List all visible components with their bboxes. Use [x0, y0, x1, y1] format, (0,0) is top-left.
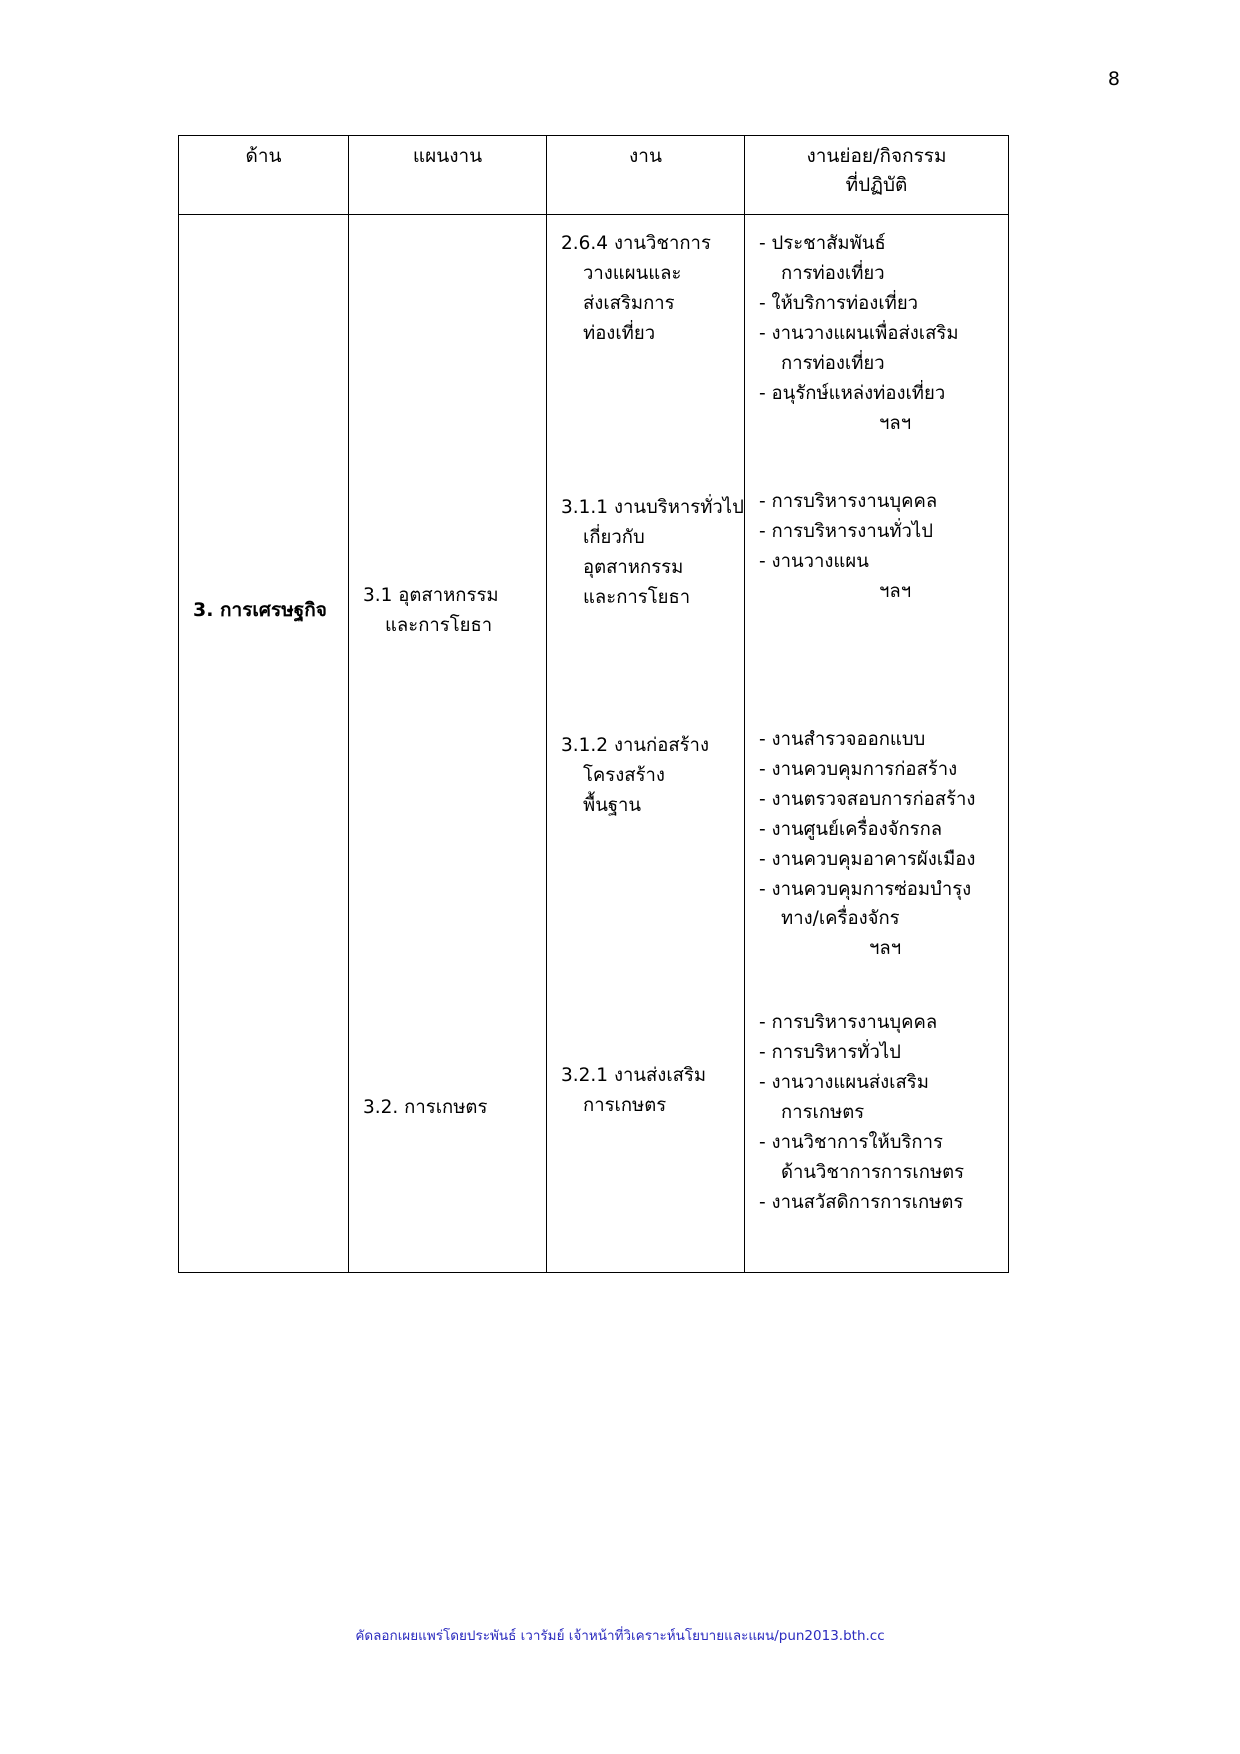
- work-line: การเกษตร: [583, 1094, 667, 1116]
- activity-line: - การบริหารทั่วไป: [759, 1042, 901, 1064]
- activity-line: ฯลฯ: [879, 580, 912, 602]
- activity-line: - งานวางแผน: [759, 550, 869, 572]
- header-aspect: [179, 136, 349, 215]
- activity-line: - งานควบคุมการก่อสร้าง: [759, 758, 958, 780]
- activity-line: - การบริหารงานบุคคล: [759, 1012, 938, 1034]
- work-line: อุตสาหกรรม: [583, 556, 684, 578]
- header-work: [547, 136, 745, 215]
- plan-group-2: [363, 1093, 536, 1123]
- footer-credit-text: คัดลอกเผยแพร่โดยประพันธ์ เวารัมย์ เจ้าหน้าที่วิเคราะห์นโยบายและแผน/pun2013.bth.cc: [355, 1628, 885, 1644]
- header-plan-label: แผนงาน: [412, 145, 483, 167]
- work-list: [547, 215, 744, 1135]
- footer-credit: [0, 1624, 1240, 1646]
- activity-line: - ให้บริการท่องเที่ยว: [759, 292, 919, 314]
- activity-line: การเกษตร: [781, 1102, 865, 1124]
- table-header-row: [179, 136, 1009, 215]
- activity-line: - งานตรวจสอบการก่อสร้าง: [759, 788, 976, 810]
- work-line: 3.2.1 งานส่งเสริม: [561, 1064, 707, 1086]
- activity-line: - ประชาสัมพันธ์: [759, 233, 886, 254]
- work-line: พื้นฐาน: [583, 794, 642, 816]
- header-activity-line1: งานย่อย/กิจกรรม: [806, 145, 947, 167]
- table-container: [178, 135, 1008, 1273]
- work-line: 3.1.2 งานก่อสร้าง: [561, 734, 709, 756]
- plan-line: 3.1 อุตสาหกรรม: [363, 585, 499, 606]
- work-line: ส่งเสริมการ: [583, 292, 675, 314]
- plan-line: และการโยธา: [385, 614, 493, 636]
- work-group-4: [561, 1061, 734, 1121]
- plan-group-1: [363, 581, 536, 641]
- plan-line: 3.2. การเกษตร: [363, 1096, 488, 1118]
- activity-line: - การบริหารงานบุคคล: [759, 490, 938, 512]
- work-line: เกี่ยวกับ: [583, 526, 645, 548]
- activity-line: ทาง/เครื่องจักร: [781, 908, 900, 930]
- activity-line: - งานวางแผนเพื่อส่งเสริม: [759, 322, 959, 344]
- activity-line: ด้านวิชาการการเกษตร: [781, 1162, 965, 1184]
- page-number: 8: [1107, 68, 1120, 90]
- activity-line: - งานควบคุมการซ่อมบำรุง: [759, 878, 972, 900]
- cell-plans: [349, 215, 547, 1273]
- activity-line: - งานสำรวจออกแบบ: [759, 728, 926, 750]
- header-work-label: งาน: [629, 145, 662, 167]
- cell-aspect: [179, 215, 349, 1273]
- cell-activities: [745, 215, 1009, 1273]
- work-line: และการโยธา: [583, 586, 691, 608]
- activity-line: - งานสวัสดิการการเกษตร: [759, 1192, 964, 1214]
- header-plan: [349, 136, 547, 215]
- structure-table: [178, 135, 1009, 1273]
- activity-line: - งานวิชาการให้บริการ: [759, 1132, 943, 1154]
- activity-line: การท่องเที่ยว: [781, 262, 885, 284]
- activity-line: - งานศูนย์เครื่องจักรกล: [759, 818, 943, 840]
- activity-line: - งานควบคุมอาคารผังเมือง: [759, 848, 976, 870]
- activity-line: - การบริหารงานทั่วไป: [759, 520, 933, 542]
- work-line: 3.1.1 งานบริหารทั่วไป: [561, 496, 744, 518]
- cell-works: [547, 215, 745, 1273]
- table-body-row: [179, 215, 1009, 1273]
- activity-line: - อนุรักษ์แหล่งท่องเที่ยว: [759, 382, 946, 404]
- work-group-3: [561, 731, 734, 821]
- activity-list: [745, 215, 1008, 1272]
- work-line: 2.6.4 งานวิชาการ: [561, 233, 711, 254]
- plan-list: [349, 215, 546, 1137]
- work-group-1: [561, 229, 734, 349]
- activity-group-4: [759, 1008, 998, 1218]
- header-aspect-label: ด้าน: [245, 145, 282, 167]
- activity-line: ฯลฯ: [869, 938, 902, 960]
- work-line: ท่องเที่ยว: [583, 322, 656, 344]
- work-line: โครงสร้าง: [583, 764, 665, 786]
- header-activity-line2: ที่ปฏิบัติ: [845, 173, 908, 196]
- work-group-2: [561, 493, 744, 613]
- header-activity: [745, 136, 1009, 215]
- activity-group-2: [759, 487, 998, 607]
- activity-group-1: [759, 229, 998, 439]
- activity-line: ฯลฯ: [879, 412, 912, 434]
- aspect-label: 3. การเศรษฐกิจ: [193, 599, 327, 621]
- activity-group-3: [759, 725, 998, 965]
- work-line: วางแผนและ: [583, 262, 682, 284]
- activity-line: การท่องเที่ยว: [781, 352, 885, 374]
- activity-line: - งานวางแผนส่งเสริม: [759, 1072, 929, 1094]
